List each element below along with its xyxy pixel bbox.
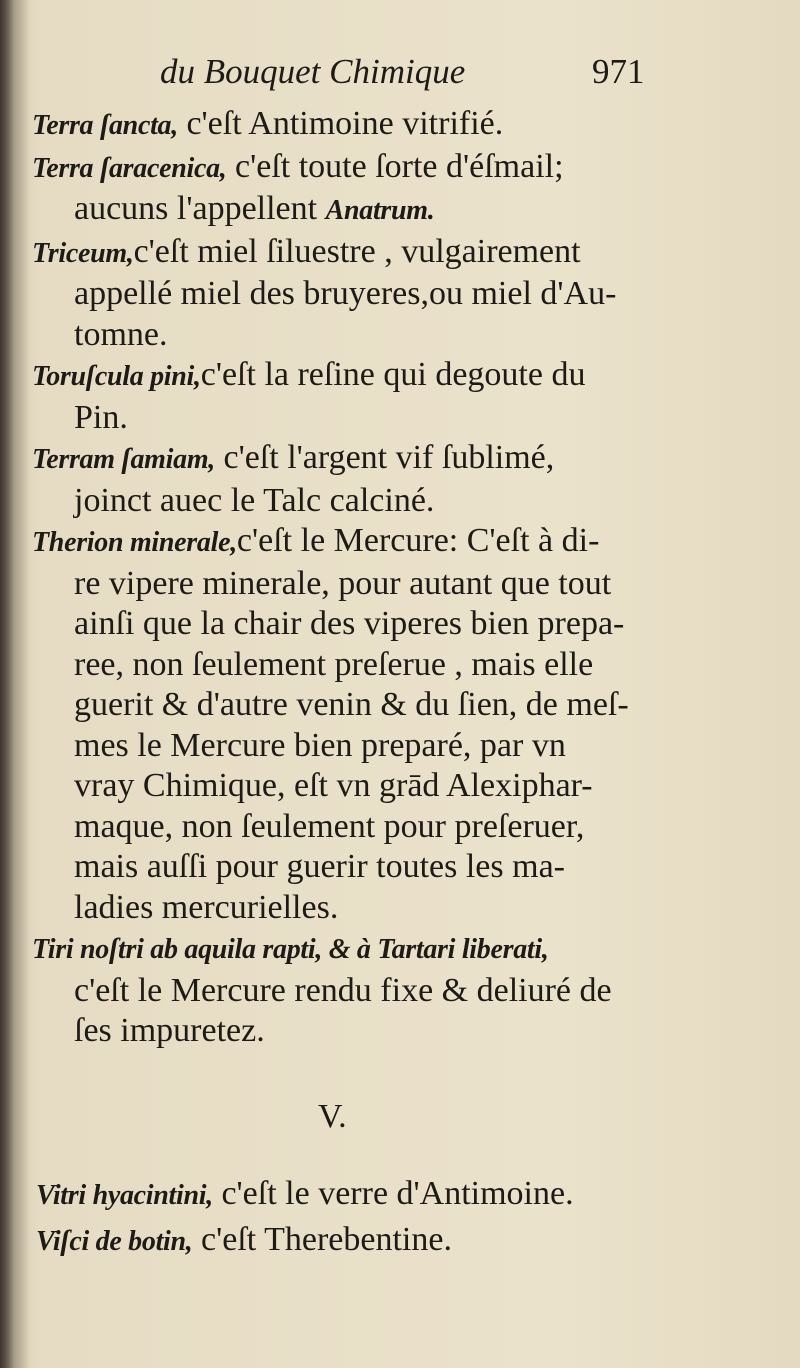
entry-term: Terram ſamiam, — [32, 444, 215, 475]
entry-text: guerit & d'autre venin & du ſien, de meſ- — [74, 686, 629, 723]
running-title: du Bouquet Chimique — [160, 52, 466, 91]
glossary-entry — [36, 1172, 686, 1218]
glossary-entry — [32, 104, 682, 147]
entry-text: c'eſt le verre d'Antimoine. — [212, 1175, 574, 1212]
page-header — [160, 52, 660, 102]
glossary-entry — [36, 1218, 686, 1264]
entry-term: Triceum, — [32, 237, 134, 269]
entry-text: aucuns l'appellent — [74, 190, 326, 227]
page-number: 971 — [592, 52, 645, 91]
entry-term: Viſci de botin, — [36, 1226, 193, 1257]
entry-text: c'eſt la reſine qui degoute du — [200, 356, 586, 393]
entry-text: c'eſt miel ſiluestre , vulgairement — [133, 232, 581, 270]
entry-text: c'eſt toute ſorte d'éſmail; — [226, 147, 564, 185]
glossary-entry — [32, 438, 682, 521]
entry-term: Tiri noſtri ab aquila rapti, & à Tartari liberati, — [32, 934, 549, 965]
entries-v — [36, 1172, 686, 1264]
entry-text: re vipere minerale, pour autant que tout — [74, 564, 612, 602]
entry-text: ree, non ſeulement preſerue , mais elle — [74, 645, 594, 683]
entry-term: Toruſcula pini, — [32, 361, 201, 392]
glossary-entry — [32, 521, 682, 928]
entry-text: appellé miel des bruyeres,ou miel d'Au- — [74, 275, 617, 312]
entry-text: c'eſt Therebentine. — [192, 1221, 452, 1258]
entry-text: c'eſt le Mercure: C'eſt à di- — [236, 522, 600, 559]
entry-term-inline: Anatrum. — [325, 195, 435, 226]
entry-term: Terra ſaracenica, — [32, 152, 227, 184]
entry-text: c'eſt le Mercure rendu fixe & deliuré de — [74, 971, 612, 1009]
entry-text: mes le Mercure bien preparé, par vn — [74, 726, 566, 764]
entry-text: joinct auec le Talc calciné. — [74, 481, 435, 519]
glossary-entry — [32, 928, 682, 1052]
section-heading: V. — [318, 1098, 347, 1135]
binding-gutter-shadow — [0, 0, 30, 1368]
glossary-entry — [32, 232, 682, 356]
glossary-entry — [32, 147, 682, 232]
entry-text: mais auſſi pour guerir toutes les ma- — [74, 848, 565, 885]
entry-text: Pin. — [74, 398, 128, 436]
entry-text: maque, non ſeulement pour preſeruer, — [74, 807, 585, 845]
entry-text: ainſi que la chair des viperes bien prepa- — [74, 605, 625, 642]
entries-t — [32, 104, 682, 1052]
entry-text: c'eſt l'argent vif ſublimé, — [215, 439, 555, 476]
entry-text: c'eſt Antimoine vitrifié. — [177, 105, 504, 142]
entry-text: tomne. — [74, 315, 168, 353]
entry-text: ladies mercurielles. — [74, 888, 339, 926]
entry-term: Therion minerale, — [32, 527, 237, 558]
entry-text: ſes impuretez. — [74, 1012, 265, 1049]
entry-text: vray Chimique, eſt vn grād Alexiphar- — [74, 767, 593, 804]
entry-term: Terra ſancta, — [32, 110, 178, 141]
entry-term: Vitri hyacintini, — [36, 1180, 213, 1211]
glossary-entry — [32, 355, 682, 438]
